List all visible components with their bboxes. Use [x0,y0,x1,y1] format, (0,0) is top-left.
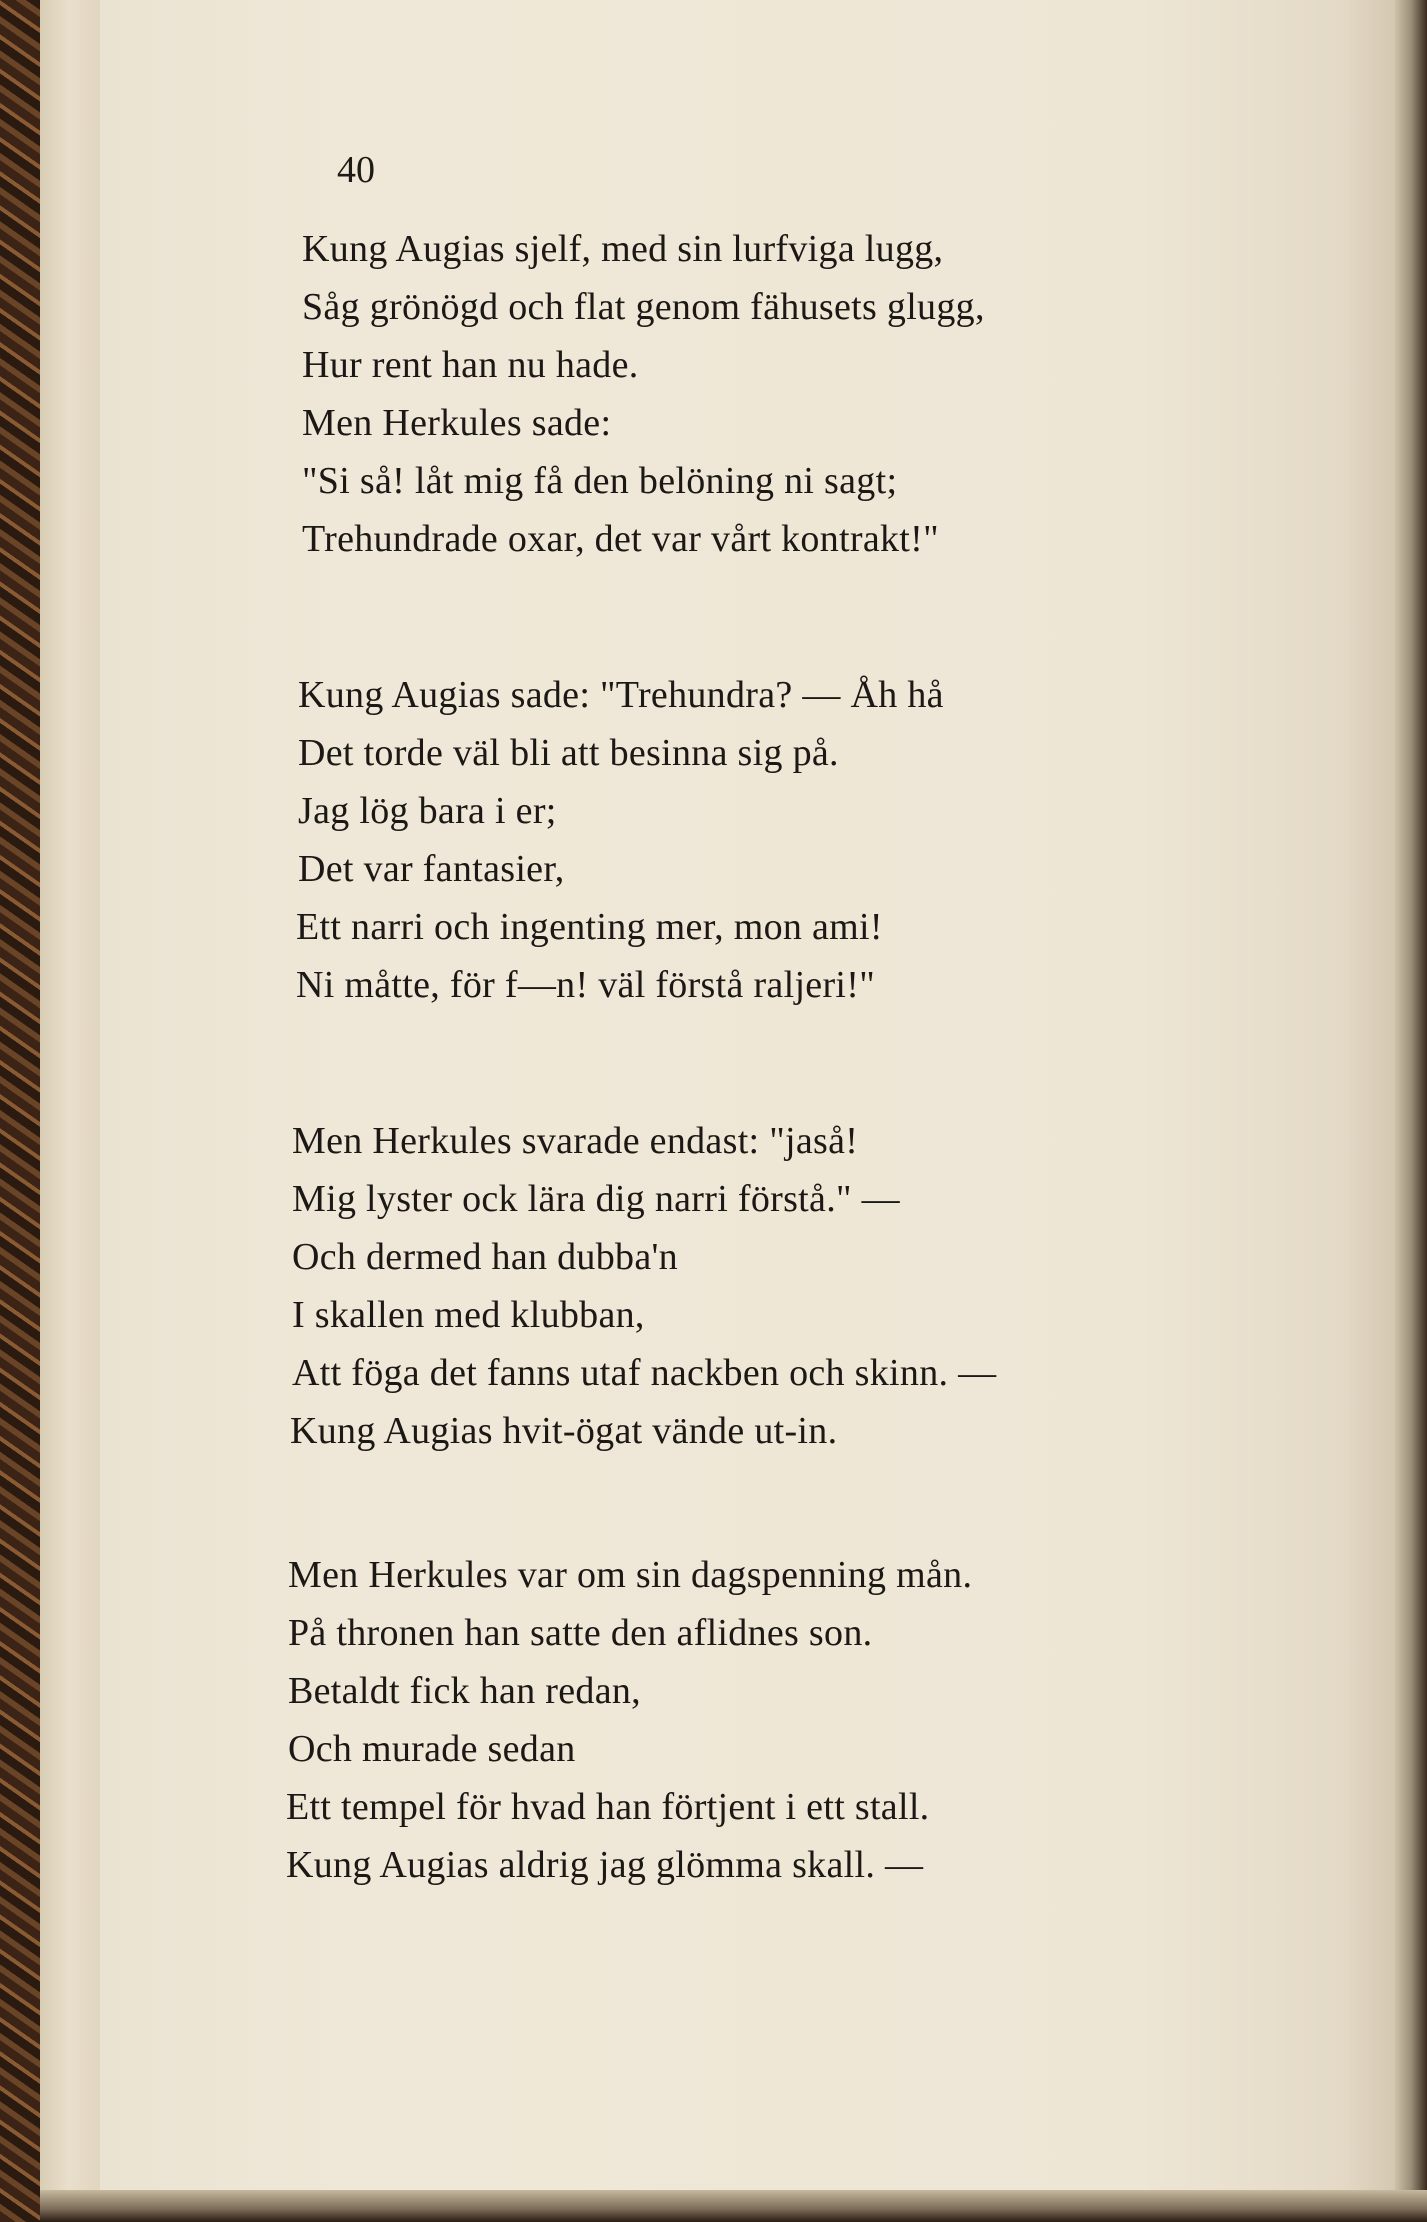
poem-line: Trehundrade oxar, det var vårt kontrakt!" [302,518,939,560]
poem-line: Mig lyster ock lära dig narri förstå." — [292,1178,900,1220]
poem-line: Kung Augias hvit-ögat vände ut-in. [290,1410,838,1452]
poem-line: Och murade sedan [288,1728,576,1770]
poem-line: Men Herkules sade: [302,402,612,444]
poem-line: Ett narri och ingenting mer, mon ami! [296,906,883,948]
poem-line: Betaldt fick han redan, [288,1670,641,1712]
poem-line: Kung Augias sade: "Trehundra? — Åh hå [298,674,944,716]
poem-line: Kung Augias sjelf, med sin lurfviga lugg, [302,228,944,270]
poem-line: Och dermed han dubba'n [292,1236,678,1278]
poem-line: Jag lög bara i er; [298,790,557,832]
poem-line: På thronen han satte den aflidnes son. [288,1612,873,1654]
page-bottom-edge [40,2190,1427,2222]
poem-line: "Si så! låt mig få den belöning ni sagt; [302,460,898,502]
poem-line: Men Herkules svarade endast: "jaså! [292,1120,859,1162]
poem-line: Såg grönögd och flat genom fähusets glugg, [302,286,985,328]
poem-line: Men Herkules var om sin dagspenning mån. [288,1554,973,1596]
poem-line: Att föga det fanns utaf nackben och skinn. — [292,1352,997,1394]
page-number: 40 [337,149,375,191]
poem-line: I skallen med klubban, [292,1294,645,1336]
poem-line: Ni måtte, för f—n! väl förstå raljeri!" [296,964,876,1006]
poem-line: Det var fantasier, [298,848,565,890]
poem-line: Kung Augias aldrig jag glömma skall. — [286,1844,924,1886]
poem-line: Ett tempel för hvad han förtjent i ett stall. [286,1786,930,1828]
poem-line: Hur rent han nu hade. [302,344,639,386]
poem-line: Det torde väl bli att besinna sig på. [298,732,839,774]
